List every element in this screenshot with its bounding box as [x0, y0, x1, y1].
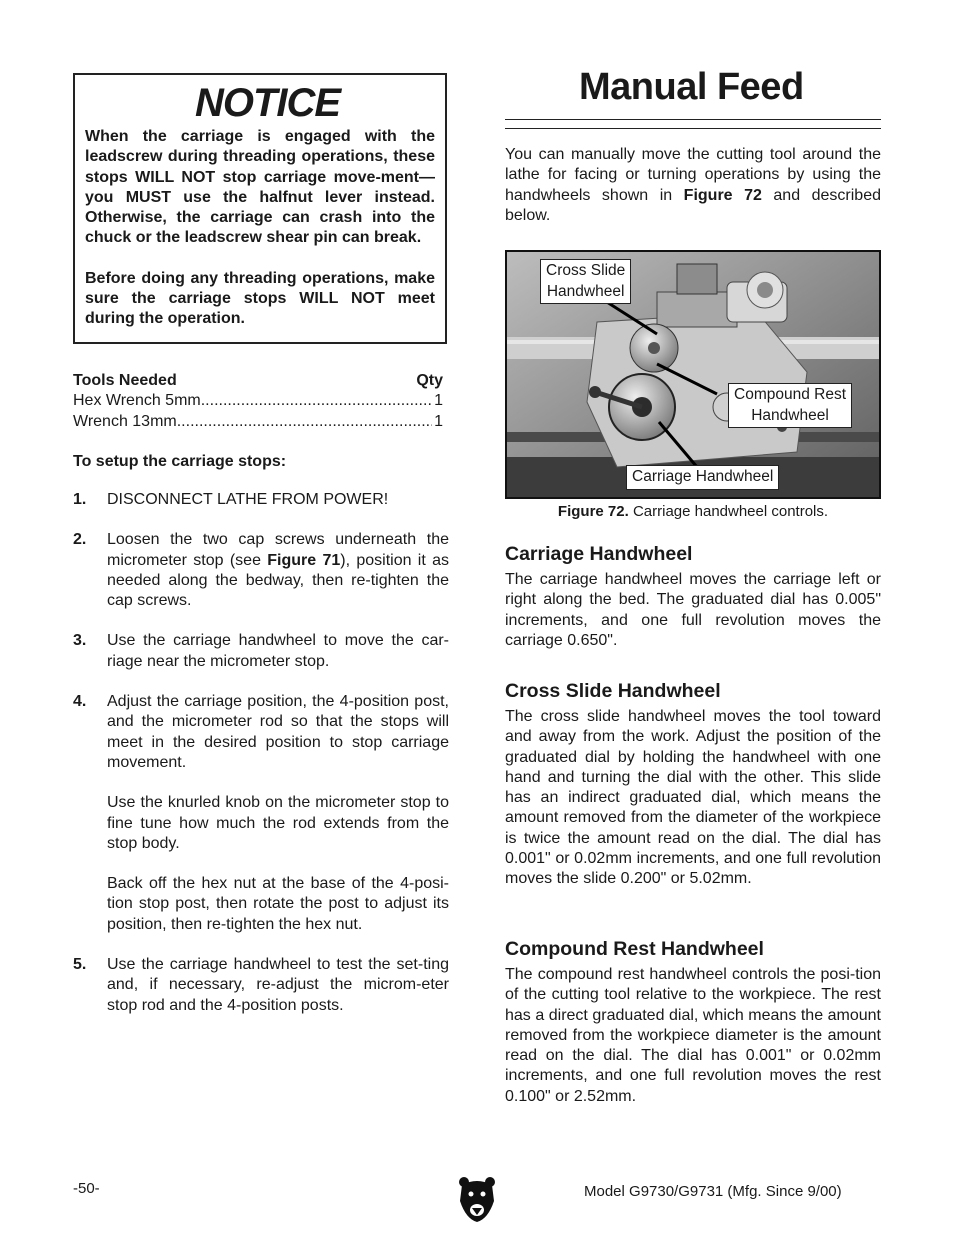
section-heading: Cross Slide Handwheel	[505, 680, 721, 702]
notice-box	[73, 73, 447, 344]
step-text: Adjust the carriage position, the 4-position post, and the micrometer rod so that the stops will meet in the desired position to stop carriage movement.	[107, 693, 449, 771]
step-number: 5.	[73, 956, 87, 974]
bear-logo-icon	[458, 1175, 496, 1228]
step-number: 4.	[73, 693, 87, 711]
step-item	[73, 530, 449, 611]
step-number: 2.	[73, 531, 87, 549]
intro-paragraph: You can manually move the cutting tool around the lathe for facing or turning operations by using the handwheels shown in Figure 72 and described below.	[505, 146, 882, 224]
tools-header: Tools Needed	[73, 372, 177, 389]
figure-72-photo	[505, 250, 881, 499]
step-text: Use the carriage handwheel to test the set-ting and, if necessary, re-adjust the microm-eter stop rod and the 4-position posts.	[107, 956, 449, 1014]
figure-reference: Figure 71	[267, 551, 341, 569]
page-number: -50-	[73, 1180, 100, 1197]
model-info: Model G9730/G9731 (Mfg. Since 9/00)	[584, 1183, 842, 1200]
title-rule	[505, 128, 881, 129]
tool-name: Wrench 13mm	[73, 412, 177, 430]
callout-cross-slide: Cross Slide Handwheel	[540, 259, 631, 304]
section-carriage-handwheel	[505, 543, 881, 651]
callout-carriage: Carriage Handwheel	[626, 465, 779, 490]
tool-row	[73, 412, 443, 432]
figure-caption: Figure 72. Carriage handwheel controls.	[557, 503, 829, 520]
tool-name: Hex Wrench 5mm	[73, 392, 201, 410]
setup-heading: To setup the carriage stops:	[73, 453, 287, 470]
notice-paragraph: When the carriage is engaged with the leadscrew during threading operations, these stops WILL NOT stop carriage move-ment—you MUST use the halfnut lever instead. Otherwise, the carriage can crash into the chuck or the leadscrew shear pin can break.	[85, 128, 435, 247]
step-item	[73, 631, 449, 672]
step-number: 3.	[73, 632, 87, 650]
notice-paragraph: Before doing any threading operations, make sure the carriage stops WILL NOT meet during the operation.	[85, 269, 435, 328]
step-item	[73, 490, 449, 510]
section-text: The carriage handwheel moves the carriage left or right along the bed. The graduated dial has 0.005" increments, and one full revolution moves the carriage 0.650".	[505, 571, 881, 649]
tool-qty: 1	[434, 412, 443, 430]
title-rule	[505, 119, 881, 120]
step-item	[73, 955, 449, 1016]
step-text: Loosen the two cap screws underneath the micrometer stop (see Figure 71), position it as needed along the bedway, then re-tighten the cap screws.	[107, 531, 450, 610]
step-text: DISCONNECT LATHE FROM POWER!	[107, 491, 389, 508]
step-text: Use the carriage handwheel to move the car-riage near the micrometer stop.	[107, 632, 449, 670]
tool-qty: 1	[434, 392, 443, 410]
section-compound-rest-handwheel	[505, 938, 881, 1107]
setup-steps	[73, 490, 449, 1036]
tools-needed-table	[73, 371, 443, 432]
section-cross-slide-handwheel	[505, 680, 881, 890]
leader-dots	[177, 412, 432, 432]
step-text: Use the knurled knob on the micrometer stop to fine tune how much the rod extends from the stop body.	[107, 794, 449, 852]
figure-reference: Figure 72	[683, 186, 762, 204]
page-title: Manual Feed	[579, 66, 804, 108]
section-text: The cross slide handwheel moves the tool toward and away from the work. Adjust the position of the graduated dial by holding the handwheel with one hand and turning the dial with the other. This slide has an indirect graduated dial, which means the amount removed from the diameter of the workpiece is twice the amount read on the dial. The dial has 0.001" or 0.02mm increments, and one full revolution moves the slide 0.200" or 5.02mm.	[505, 708, 881, 888]
qty-header: Qty	[416, 372, 443, 389]
tool-row	[73, 391, 443, 411]
step-item	[73, 692, 449, 935]
notice-title: NOTICE	[195, 81, 341, 125]
section-heading: Carriage Handwheel	[505, 543, 693, 565]
callout-compound-rest: Compound Rest Handwheel	[728, 383, 852, 428]
section-text: The compound rest handwheel controls the posi-tion of the cutting tool relative to the workpiece. The rest has a direct graduated dial, which means the amount removed from the workpiece diameter is the amount read on the dial. The dial has 0.001" or 0.02mm increments, and one full revolution moves the rest 0.100" or 2.52mm.	[505, 966, 881, 1105]
step-text: Back off the hex nut at the base of the 4-posi-tion stop post, then rotate the post to adjust its position, then re-tighten the hex nut.	[107, 875, 449, 933]
section-heading: Compound Rest Handwheel	[505, 938, 764, 960]
leader-dots	[201, 391, 432, 411]
step-number: 1.	[73, 491, 87, 508]
